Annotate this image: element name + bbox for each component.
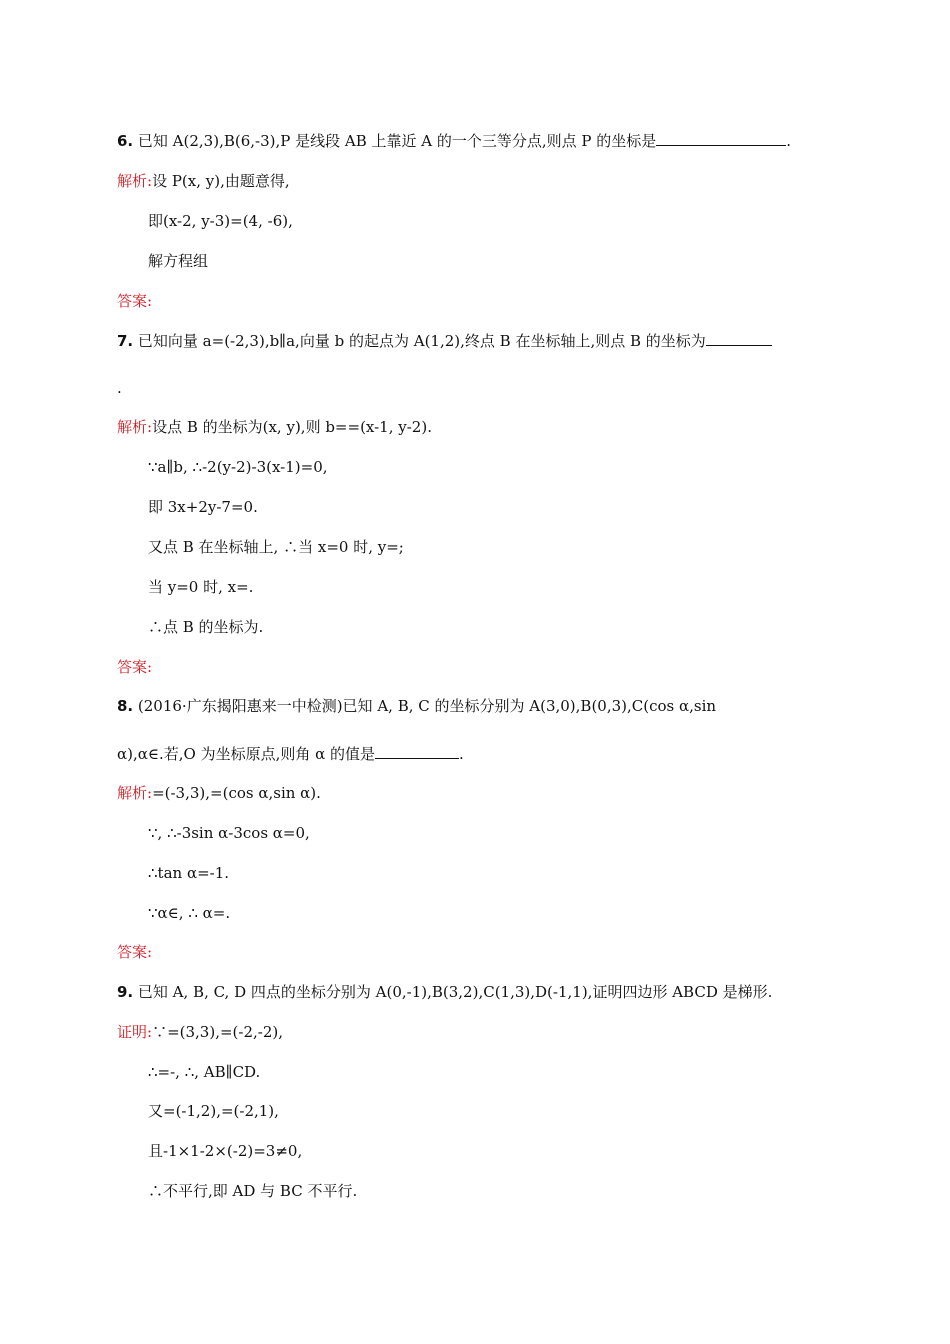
proof-label: 证明: xyxy=(117,1023,153,1041)
question-number: 8. xyxy=(117,697,134,715)
question-text: 已知 A, B, C, D 四点的坐标分别为 A(0,-1),B(3,2),C(1,3),D(-1,1),证明四边形 ABCD 是梯形. xyxy=(133,983,773,1001)
question-7-stem xyxy=(117,331,772,351)
analysis-line: ∵α∈, ∴ α=. xyxy=(148,904,231,922)
analysis-line: ∵a∥b, ∴-2(y-2)-3(x-1)=0, xyxy=(148,458,328,476)
question-text: α),α∈.若,O 为坐标原点,则角 α 的值是 xyxy=(117,745,376,763)
analysis-line: 又点 B 在坐标轴上, ∴当 x=0 时, y=; xyxy=(148,538,404,556)
analysis-label: 解析: xyxy=(117,172,153,190)
analysis-line xyxy=(117,783,321,803)
proof-line: ∴=-, ∴, AB∥CD. xyxy=(148,1063,261,1081)
analysis-line: ∴tan α=-1. xyxy=(148,864,230,882)
analysis-line xyxy=(117,417,432,437)
question-8-stem-continued xyxy=(117,744,464,764)
answer-blank xyxy=(706,331,772,346)
analysis-line: 即(x-2, y-3)=(4, -6), xyxy=(148,212,293,230)
analysis-text: 设点 B 的坐标为(x, y),则 b==(x-1, y-2). xyxy=(152,418,432,436)
question-8-stem xyxy=(117,696,716,716)
period: . xyxy=(459,745,464,763)
analysis-line: ∵, ∴-3sin α-3cos α=0, xyxy=(148,824,310,842)
question-6-stem xyxy=(117,131,791,151)
question-text: 已知 A(2,3),B(6,-3),P 是线段 AB 上靠近 A 的一个三等分点,则点 P 的坐标是 xyxy=(133,132,657,150)
analysis-text: =(-3,3),=(cos α,sin α). xyxy=(152,784,321,802)
proof-text: ∵=(3,3),=(-2,-2), xyxy=(152,1023,283,1041)
answer-blank xyxy=(656,131,786,146)
analysis-label: 解析: xyxy=(117,784,153,802)
answer-label: 答案: xyxy=(117,292,153,310)
question-number: 7. xyxy=(117,332,134,350)
analysis-line: ∴点 B 的坐标为. xyxy=(148,618,264,636)
proof-line: 又=(-1,2),=(-2,1), xyxy=(148,1102,279,1120)
analysis-line: 当 y=0 时, x=. xyxy=(148,578,254,596)
question-text: (2016·广东揭阳惠来一中检测)已知 A, B, C 的坐标分别为 A(3,0),B(0,3),C(cos α,sin xyxy=(133,697,717,715)
proof-line: 且-1×1-2×(-2)=3≠0, xyxy=(148,1142,303,1160)
period: . xyxy=(117,379,122,397)
analysis-text: 设 P(x, y),由题意得, xyxy=(152,172,290,190)
analysis-label: 解析: xyxy=(117,418,153,436)
analysis-line xyxy=(117,171,290,191)
proof-line xyxy=(117,1022,283,1042)
answer-label: 答案: xyxy=(117,658,153,676)
proof-line: ∴不平行,即 AD 与 BC 不平行. xyxy=(148,1182,358,1200)
answer-label: 答案: xyxy=(117,943,153,961)
analysis-line: 解方程组 xyxy=(148,252,209,270)
period: . xyxy=(786,132,792,150)
question-number: 6. xyxy=(117,132,134,150)
analysis-line: 即 3x+2y-7=0. xyxy=(148,498,258,516)
question-text: 已知向量 a=(-2,3),b∥a,向量 b 的起点为 A(1,2),终点 B 在坐标轴上,则点 B 的坐标为 xyxy=(133,332,706,350)
question-number: 9. xyxy=(117,983,134,1001)
question-9-stem xyxy=(117,982,772,1002)
answer-blank xyxy=(375,744,459,759)
